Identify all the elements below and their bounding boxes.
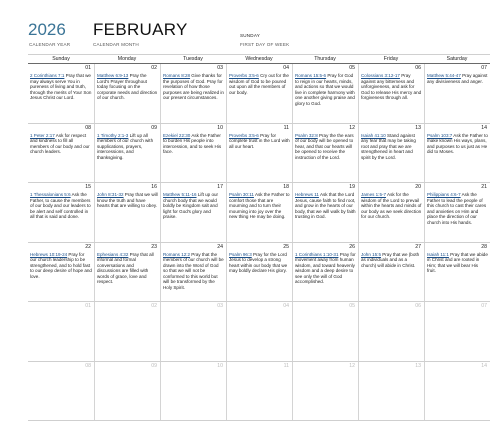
day-prayer-note — [163, 73, 224, 101]
calendar-week-row — [28, 64, 490, 124]
weekday-label: Tuesday — [160, 54, 226, 64]
day-number: 24 — [217, 243, 223, 250]
prayer-text: Pray the the ears of our body will be opened to hear, and that our hearts will be opened to receive the instruction of the Lord. — [295, 132, 354, 160]
day-number: 19 — [349, 184, 355, 190]
prayer-text: Cry out for the wisdom of God to be poured out upon all the members of our body. — [229, 73, 289, 95]
day-number: 10 — [217, 124, 223, 131]
day-prayer-note — [427, 252, 488, 274]
day-number: 01 — [85, 303, 91, 309]
calendar-day-cell[interactable] — [28, 183, 94, 242]
weekday-label: Sunday — [28, 54, 94, 64]
scripture-reference-link[interactable]: 1 Corinthians 1:10-31 — [295, 251, 339, 257]
scripture-reference-link[interactable]: Hebrews 10:19-24 — [30, 251, 68, 257]
calendar-day-cell[interactable] — [94, 243, 160, 302]
day-number: 06 — [415, 65, 421, 71]
day-number: 18 — [283, 184, 289, 190]
calendar-day-cell[interactable] — [94, 183, 160, 242]
prayer-text: Pray for the Lord Jesus to develop a strong heart within our body that we may boldly declare His glory. — [229, 251, 288, 274]
scripture-reference-link[interactable]: Romans 12:2 — [163, 251, 191, 257]
day-prayer-note — [295, 192, 356, 220]
scripture-reference-link[interactable]: 1 Thessalonians 5:6 — [30, 192, 71, 197]
day-number: 03 — [217, 65, 223, 71]
day-prayer-note — [427, 192, 488, 226]
calendar-day-cell[interactable] — [28, 302, 94, 361]
day-prayer-note — [361, 192, 422, 220]
scripture-reference-link[interactable]: 1 Peter 2:17 — [30, 132, 55, 138]
day-number: 16 — [151, 184, 157, 190]
day-number: 04 — [283, 65, 289, 71]
day-number: 06 — [415, 303, 421, 309]
day-prayer-note — [30, 133, 92, 155]
scripture-reference-link[interactable]: Romans 15:5-6 — [295, 73, 327, 78]
calendar-day-cell[interactable] — [292, 362, 358, 421]
day-number: 14 — [481, 124, 487, 131]
prayer-text: Ask that the Lord Jesus, cause faith to find root, and grow in the hearts of our body, that we will walk by faith trusting in God. — [295, 192, 356, 220]
calendar-day-cell[interactable] — [292, 124, 358, 183]
weekday-header-row — [28, 54, 490, 63]
weekday-label: Monday — [94, 54, 160, 64]
day-prayer-note — [97, 252, 158, 286]
scripture-reference-link[interactable]: 2 Corinthians 7:1 — [30, 73, 65, 78]
calendar-day-cell[interactable] — [28, 243, 94, 302]
calendar-day-cell[interactable] — [226, 183, 292, 242]
day-number: 12 — [349, 362, 355, 369]
day-number: 11 — [283, 124, 289, 131]
day-prayer-note — [97, 73, 158, 101]
calendar-day-cell[interactable] — [94, 64, 160, 123]
day-number: 02 — [151, 303, 157, 309]
day-prayer-note — [295, 73, 356, 107]
prayer-text: Pray that we (both as individuals and as a church) will abide in Christ. — [361, 251, 420, 268]
prayer-text: Pray the Lord's Prayer throughout today focusing on the corporate needs and direction of our church. — [97, 73, 158, 101]
day-number: 27 — [415, 243, 421, 250]
calendar-month: FEBRUARY — [93, 20, 188, 39]
calendar-weeks — [28, 63, 490, 421]
day-number: 13 — [415, 362, 421, 369]
calendar-day-cell[interactable] — [28, 64, 94, 123]
scripture-reference-link[interactable]: Psalm 103:7 — [427, 132, 453, 138]
scripture-reference-link[interactable]: Philippians 4:6-7 — [427, 192, 461, 197]
prayer-text: Pray for our church leadership to be strengthened, and to hold fast to our deep desire of hope and love. — [30, 251, 92, 279]
scripture-reference-link[interactable]: 1 Timothy 2:1-3 — [97, 132, 129, 138]
day-prayer-note — [427, 73, 488, 84]
calendar-month-caption: CALENDAR MONTH — [93, 42, 139, 47]
scripture-reference-link[interactable]: Isaiah 41:10 — [361, 132, 386, 138]
prayer-text: Ask for respect and kindness to fill all members of our body and our church leaders. — [30, 132, 90, 155]
day-number: 12 — [349, 124, 355, 131]
prayer-text: Stand against any fear that may be taking root and pray that we are strengthened in heart and spirit by the Lord. — [361, 132, 416, 160]
day-prayer-note — [229, 133, 290, 150]
day-number: 07 — [481, 303, 487, 309]
scripture-reference-link[interactable]: Psalm 30:11 — [229, 192, 254, 197]
day-number: 11 — [283, 362, 289, 369]
scripture-reference-link[interactable]: Matthew 6:9-13 — [97, 73, 129, 78]
calendar-day-cell[interactable] — [424, 124, 490, 183]
calendar-day-cell[interactable] — [358, 243, 424, 302]
day-number: 05 — [349, 65, 355, 71]
day-prayer-note — [30, 252, 92, 280]
calendar-day-cell[interactable] — [424, 64, 490, 123]
day-number: 28 — [481, 243, 487, 250]
day-number: 04 — [283, 303, 289, 309]
day-prayer-note — [163, 252, 224, 291]
scripture-reference-link[interactable]: Proverbs 3:5-6 — [229, 73, 259, 78]
scripture-reference-link[interactable]: James 1:5-7 — [361, 192, 387, 197]
day-prayer-note — [163, 192, 224, 220]
prayer-text: Lift up all members of our church with supplications, prayers, intercessions, and thanksgiving. — [97, 132, 154, 160]
day-number: 01 — [85, 65, 91, 71]
prayer-text: Ask for the wisdom of the Lord to prevail within the hearts and minds of our body as we seek direction for our church. — [361, 192, 422, 220]
day-prayer-note — [229, 192, 290, 220]
day-number: 09 — [151, 362, 157, 369]
calendar-year: 2026 — [28, 20, 66, 39]
day-number: 15 — [85, 184, 91, 190]
day-prayer-note — [97, 192, 158, 209]
calendar-day-cell[interactable] — [358, 302, 424, 361]
day-prayer-note — [295, 133, 356, 161]
calendar-day-cell[interactable] — [160, 302, 226, 361]
day-number: 03 — [217, 303, 223, 309]
day-number: 05 — [349, 303, 355, 309]
calendar-day-cell[interactable] — [292, 243, 358, 302]
scripture-reference-link[interactable]: Matthew 5:44-47 — [427, 73, 461, 78]
prayer-text: Ask the Father, to cause the members of our body and our leaders to be alert and self controlled in all that is said and done. — [30, 192, 91, 220]
calendar-week-row — [28, 124, 490, 184]
calendar-day-cell[interactable] — [358, 124, 424, 183]
calendar-day-cell[interactable] — [226, 64, 292, 123]
day-number: 08 — [85, 124, 91, 131]
scripture-reference-link[interactable]: Psalm 32:8 — [295, 132, 318, 138]
calendar-day-cell[interactable] — [160, 362, 226, 421]
calendar-day-cell[interactable] — [160, 183, 226, 242]
prayer-text: Pray for complete trust in the Lord with all our heart. — [229, 132, 290, 149]
day-number: 02 — [151, 65, 157, 71]
calendar-week-row — [28, 302, 490, 362]
day-prayer-note — [361, 133, 422, 161]
day-prayer-note — [30, 192, 92, 220]
day-number: 07 — [481, 65, 487, 71]
prayer-text: Pray against any bitterness and unforgiveness, and ask for God to release His mercy and forgiveness through all. — [361, 73, 422, 101]
weekday-label: Friday — [358, 54, 424, 64]
day-number: 20 — [415, 184, 421, 190]
calendar-day-cell[interactable] — [28, 362, 94, 421]
scripture-reference-link[interactable]: Romans 8:28 — [163, 73, 191, 78]
day-number: 14 — [481, 362, 487, 369]
day-prayer-note — [295, 252, 356, 286]
prayer-text: Lift up our church body that we would boldly be Kingdom salt and light for God's glory and praise. — [163, 192, 219, 220]
scripture-reference-link[interactable]: John 15:5 — [361, 251, 381, 257]
scripture-reference-link[interactable]: Matthew 5:11-16 — [163, 192, 197, 197]
calendar-day-cell[interactable] — [358, 183, 424, 242]
day-number: 09 — [151, 124, 157, 131]
first-day-of-week: SUNDAY — [240, 33, 261, 38]
day-prayer-note — [427, 133, 488, 155]
weekday-label: Wednesday — [226, 54, 292, 64]
day-number: 23 — [151, 243, 157, 250]
prayer-text: Pray that we may always serve You in pureness of living and truth, through the merits of Your Son Jesus Christ our Lord. — [30, 73, 92, 101]
calendar-day-cell[interactable] — [292, 64, 358, 123]
prayer-text: Pray that all informal and formal conversations and discussions are filled with words of grace, love and respect. — [97, 251, 154, 285]
prayer-text: Ask the Father to make known His ways, plans, and purposes to us just as He did to Moses. — [427, 132, 488, 155]
calendar-day-cell[interactable] — [160, 64, 226, 123]
calendar-day-cell[interactable] — [226, 362, 292, 421]
day-prayer-note — [229, 73, 290, 95]
calendar-day-cell[interactable] — [292, 302, 358, 361]
weekday-label: Saturday — [424, 54, 490, 64]
scripture-reference-link[interactable]: John 8:31-32 — [97, 192, 124, 197]
day-number: 10 — [217, 362, 223, 369]
calendar-day-cell[interactable] — [424, 362, 490, 421]
prayer-text: Pray that we abide in Christ and are rooted in Him; that we will bear His fruit. — [427, 251, 488, 274]
scripture-reference-link[interactable]: Hebrews 11 — [295, 192, 319, 197]
day-number: 13 — [415, 124, 421, 131]
calendar-day-cell[interactable] — [226, 243, 292, 302]
day-prayer-note — [361, 73, 422, 101]
day-number: 08 — [85, 362, 91, 369]
day-prayer-note — [97, 133, 158, 161]
calendar-day-cell[interactable] — [358, 64, 424, 123]
calendar-day-cell[interactable] — [424, 302, 490, 361]
calendar-day-cell[interactable] — [226, 302, 292, 361]
day-prayer-note — [30, 73, 92, 101]
day-prayer-note — [361, 252, 422, 269]
calendar-day-cell[interactable] — [160, 124, 226, 183]
prayer-text: Give thanks for the purposes of God. Pray for revelation of how those purposes are being realized in our present circumstances. — [163, 73, 224, 101]
prayer-text: Pray for God to reign in our hearts, minds, and actions so that we would live in complete harmony with one another giving praise and glory to God. — [295, 73, 355, 106]
calendar-week-row — [28, 362, 490, 422]
calendar-day-cell[interactable] — [94, 302, 160, 361]
scripture-reference-link[interactable]: Colossians 3:12-17 — [361, 73, 400, 78]
day-number: 22 — [85, 243, 91, 250]
calendar-day-cell[interactable] — [226, 124, 292, 183]
prayer-text: Pray that we will know the truth and have hearts that are willing to obey. — [97, 192, 158, 209]
weekday-label: Thursday — [292, 54, 358, 64]
scripture-reference-link[interactable]: Proverbs 3:5-6 — [229, 132, 259, 138]
scripture-reference-link[interactable]: Psalm 96:3 — [229, 251, 252, 257]
calendar-week-row — [28, 243, 490, 303]
calendar-week-row — [28, 183, 490, 243]
day-number: 21 — [481, 184, 487, 190]
prayer-text: Ask the Father to burden His people into intercession, and to seek His face. — [163, 132, 222, 155]
scripture-reference-link[interactable]: Ezekiel 22:30 — [163, 132, 191, 138]
day-number: 17 — [217, 184, 223, 190]
calendar-day-cell[interactable] — [94, 124, 160, 183]
calendar-day-cell[interactable] — [94, 362, 160, 421]
calendar-day-cell[interactable] — [424, 243, 490, 302]
calendar-day-cell[interactable] — [292, 183, 358, 242]
prayer-text: Pray against any divisiveness and anger. — [427, 73, 488, 84]
calendar-header — [28, 20, 490, 54]
day-prayer-note — [163, 133, 224, 155]
prayer-text: Pray that the members of our church will be drawn into the Word of God so that we will not be conformed to this world but will be transformed by the Holy Spirit. — [163, 251, 224, 291]
prayer-text: Ask the Father to comfort those that are mourning and to turn their mourning into joy over the new thing He may be doing. — [229, 192, 290, 220]
calendar-day-cell[interactable] — [28, 124, 94, 183]
calendar-day-cell[interactable] — [160, 243, 226, 302]
day-number: 26 — [349, 243, 355, 250]
calendar-day-cell[interactable] — [358, 362, 424, 421]
calendar-day-cell[interactable] — [424, 183, 490, 242]
calendar-grid — [28, 54, 490, 421]
first-day-of-week-caption: FIRST DAY OF WEEK — [240, 42, 290, 47]
calendar-year-caption: CALENDAR YEAR — [29, 42, 71, 47]
prayer-text: Ask the Father to lead the people of this church to cast their cares and anxieties on Him and place the direction of our church into His hands. — [427, 192, 487, 225]
day-prayer-note — [229, 252, 290, 274]
scripture-reference-link[interactable]: Isaiah 11:1 — [427, 251, 449, 257]
scripture-reference-link[interactable]: Ephesians 4:32 — [97, 251, 129, 257]
day-number: 25 — [283, 243, 289, 250]
prayer-text: Pray for movement away from human wisdom, and toward heavenly wisdom and a deep desire to see only the will of God accomplished. — [295, 251, 356, 285]
